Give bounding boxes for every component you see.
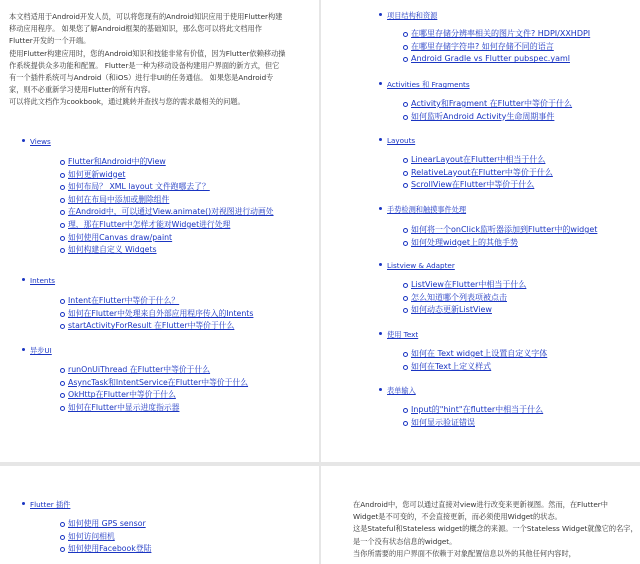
toc-link[interactable]: 如何构建自定义 Widgets [68,244,274,257]
toc-link[interactable]: 如何在 Text widget上设置自定义字体 [411,348,547,361]
toc-link[interactable]: 如何动态更新ListView [411,304,526,317]
toc-link[interactable]: startActivityForResult 在Flutter中等价于什么 [68,320,253,333]
toc-link[interactable]: 如何使用 GPS sensor [68,518,151,531]
toc-section-layouts[interactable]: Layouts [387,136,416,145]
toc-list-async-ui [68,364,248,414]
toc-link[interactable]: 如何在Text上定义样式 [411,361,547,374]
toc-link[interactable]: Activity和Fragment 在Flutter中等价于什么 [411,98,572,111]
toc-link[interactable]: runOnUiThread 在Flutter中等价于什么 [68,364,248,377]
toc-link-continued[interactable]: 理，那在Flutter中怎样才能对Widget进行处理 [68,219,274,232]
body-line: 当你所需要的用户界面不依赖于对象配置信息以外的其他任何内容时， [353,548,576,558]
toc-link[interactable]: 如何在布局中添加或删除组件 [68,194,274,207]
toc-list-views [68,156,274,257]
toc-list-form-input [411,404,543,429]
intro-line: 移动应用程序。 如果您了解Android框架的基础知识，那么您可以将此文档用作 [9,24,262,34]
toc-link[interactable]: 怎么知道哪个列表项被点击 [411,292,526,305]
body-line: Widget是不可变的，不会直接更新，而必须使用Widget的状态。 [353,512,562,522]
document-page-2 [321,0,640,462]
toc-link[interactable]: 如何更新widget [68,169,274,182]
toc-link[interactable]: Android Gradle vs Flutter pubspec.yaml [411,53,590,66]
toc-section-async-ui[interactable]: 异步UI [30,346,52,355]
toc-section-project-structure[interactable]: 项目结构和资源 [387,11,438,20]
toc-list-activities [411,98,572,123]
toc-link[interactable]: OkHttp在Flutter中等价于什么 [68,389,248,402]
toc-link[interactable]: AsyncTask和IntentService在Flutter中等价于什么 [68,377,248,390]
body-text [353,499,638,560]
intro-line: 可以将此文档作为cookbook，通过跳转并查找与您的需求最相关的问题。 [9,97,245,107]
toc-link[interactable]: 如何在Flutter中显示进度指示器 [68,402,248,415]
intro-line: Flutter开发的一个开端。 [9,36,91,46]
toc-link[interactable]: 在哪里存储分辨率相关的图片文件? HDPI/XXHDPI [411,28,590,41]
intro-line: 家，则不必重新学习使用Flutter的所有内容。 [9,85,155,95]
toc-link[interactable]: ScrollView在Flutter中等价于什么 [411,179,553,192]
intro-line: 使用Flutter构建应用时，您的Android知识和技能非常有价值，因为Flutter依赖移动操 [9,48,286,58]
intro-line: 有一个插件系统可与Android（和iOS）进行非UI的任务通信。 如果您是Android专 [9,73,274,83]
toc-link[interactable]: 如何将一个onClick监听器添加到Flutter中的widget [411,224,597,237]
intro-text [9,11,309,109]
document-page-1 [0,0,319,462]
toc-section-text[interactable]: 使用 Text [387,330,419,339]
toc-link[interactable]: 在Android中，可以通过View.animate()对视图进行动画处 [68,206,274,219]
intro-line: 本文档适用于Android开发人员，可以将您现有的Android知识应用于使用Flutter构建 [9,12,283,21]
toc-section-form-input[interactable]: 表单输入 [387,386,416,395]
toc-link[interactable]: 如何处理widget上的其他手势 [411,237,597,250]
document-page-4 [321,466,640,564]
toc-section-intents[interactable]: Intents [30,276,56,285]
toc-section-plugins[interactable]: Flutter 插件 [30,500,71,509]
toc-link[interactable]: 如何布局？ XML layout 文件跑哪去了？ [68,181,274,194]
toc-link[interactable]: 如何使用Canvas draw/paint [68,232,274,245]
toc-list-gestures [411,224,597,249]
toc-list-plugins [68,518,151,556]
toc-link[interactable]: Intent在Flutter中等价于什么？ [68,295,253,308]
toc-section-views[interactable]: Views [30,137,51,146]
body-line: 是一个没有状态信息的widget。 [353,536,457,546]
toc-link[interactable]: 如何在Flutter中处理来自外部应用程序传入的Intents [68,308,253,321]
toc-list-intents [68,295,253,333]
toc-link[interactable]: Input的"hint"在flutter中相当于什么 [411,404,543,417]
toc-link[interactable]: 如何显示验证错误 [411,417,543,430]
toc-list-layouts [411,154,553,192]
toc-link[interactable]: LinearLayout在Flutter中相当于什么 [411,154,553,167]
toc-list-text [411,348,547,373]
toc-link[interactable]: 如何监听Android Activity生命周期事件 [411,111,572,124]
toc-link[interactable]: Flutter和Android中的View [68,156,274,169]
toc-link[interactable]: 如何访问相机 [68,531,151,544]
body-line: 这是Stateful和Stateless widget的概念的来源。一个Stateless Widget就像它的名字， [353,524,638,534]
toc-link[interactable]: ListView在Flutter中相当于什么 [411,279,526,292]
toc-link[interactable]: 如何使用Facebook登陆 [68,543,151,556]
intro-line: 作系统提供众多功能和配置。 Flutter是一种为移动设备构建用户界面的新方式，但它 [9,60,280,70]
toc-link[interactable]: 在哪里存储字符串? 如何存储不同的语言 [411,41,590,54]
toc-section-gestures[interactable]: 手势检测和触摸事件处理 [387,205,467,214]
toc-link[interactable]: RelativeLayout在Flutter中等价于什么 [411,167,553,180]
body-line: 在Android中，您可以通过直接对view进行改变来更新视图。然而，在Flutter中 [353,500,608,509]
document-page-3 [0,466,319,564]
toc-section-listview[interactable]: Listview & Adapter [387,261,455,270]
toc-list-listview [411,279,526,317]
toc-section-activities[interactable]: Activities 和 Fragments [387,80,470,89]
toc-list-project-structure [411,28,590,66]
